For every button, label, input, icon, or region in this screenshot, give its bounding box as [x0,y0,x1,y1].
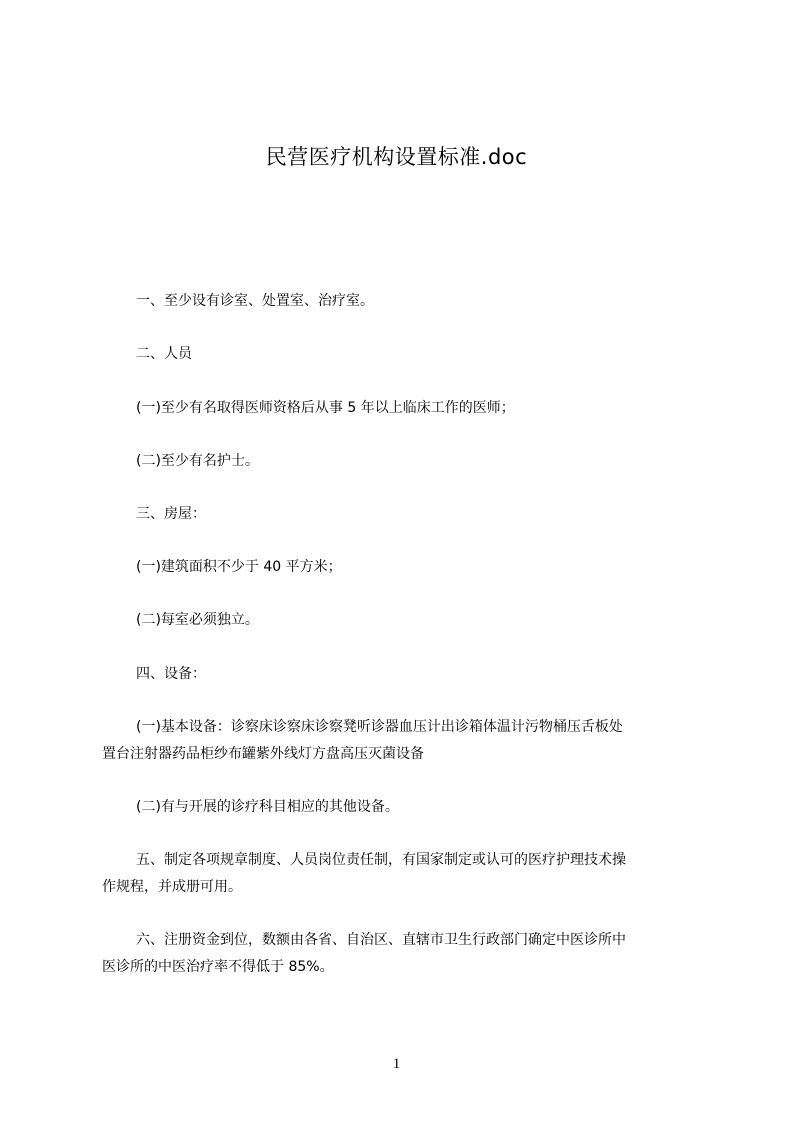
paragraph-12 [102,925,702,955]
paragraph-4-text: (二)至少有名护士。 [136,453,259,469]
paragraph-9-continued [102,739,702,769]
paragraph-3-text: (一)至少有名取得医师资格后从事 5 年以上临床工作的医师； [136,400,515,416]
paragraph-9-line-2: 置台注射器药品柜纱布罐紫外线灯方盘高压灭菌设备 [102,746,424,762]
paragraph-11-line-2: 作规程，并成册可用。 [102,879,242,895]
paragraph-1-text: 一、至少设有诊室、处置室、治疗室。 [136,293,374,309]
paragraph-12-continued [102,952,702,982]
paragraph-7 [102,605,702,635]
paragraph-12-line-1: 六、注册资金到位，数额由各省、自治区、直辖市卫生行政部门确定中医诊所中 [136,932,626,948]
paragraph-2 [102,339,702,369]
paragraph-8 [102,659,702,689]
paragraph-5-text: 三、房屋： [136,506,206,522]
page-number: 1 [392,1056,401,1072]
paragraph-9-line-1: (一)基本设备：诊察床诊察床诊察凳听诊器血压计出诊箱体温计污物桶压舌板处 [136,719,623,735]
paragraph-12-line-2: 医诊所的中医治疗率不得低于 85%。 [102,959,334,975]
paragraph-11 [102,845,702,875]
paragraph-7-text: (二)每室必须独立。 [136,612,259,628]
paragraph-1 [102,286,702,316]
paragraph-4 [102,446,702,476]
paragraph-6-text: (一)建筑面积不少于 40 平方米； [136,559,342,575]
paragraph-8-text: 四、设备： [136,666,206,682]
paragraph-2-text: 二、人员 [136,346,192,362]
paragraph-9 [102,712,702,742]
paragraph-10-text: (二)有与开展的诊疗科目相应的其他设备。 [136,799,399,815]
paragraph-5 [102,499,702,529]
paragraph-6 [102,552,702,582]
document-title: 民营医疗机构设置标准.doc [265,145,528,169]
paragraph-11-continued [102,872,702,902]
paragraph-11-line-1: 五、制定各项规章制度、人员岗位责任制，有国家制定或认可的医疗护理技术操 [136,852,626,868]
paragraph-10 [102,792,702,822]
paragraph-3 [102,393,702,423]
